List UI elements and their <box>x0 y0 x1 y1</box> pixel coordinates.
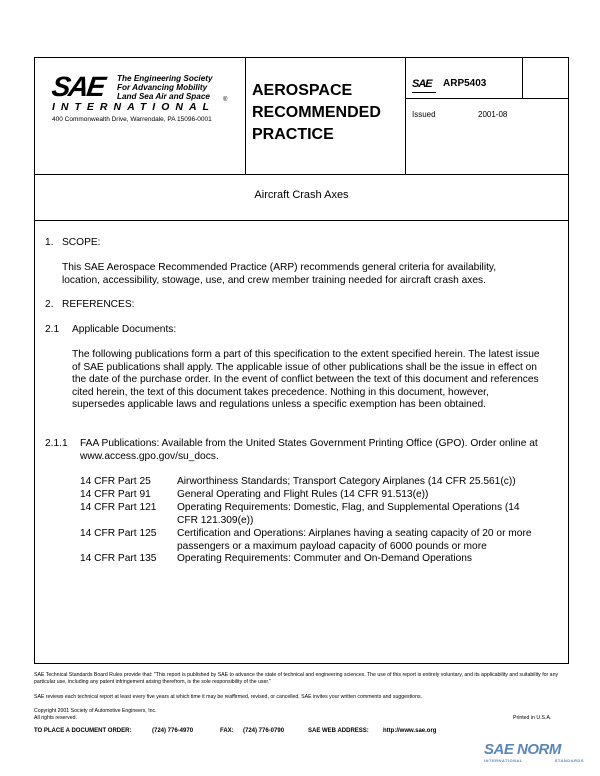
doc-number: ARP5403 <box>443 78 487 89</box>
footer-rights: All rights reserved. <box>34 715 77 721</box>
sae-international: INTERNATIONAL <box>52 101 215 113</box>
web-label: SAE WEB ADDRESS: <box>308 728 369 734</box>
cfr-code: 14 CFR Part 25 <box>80 476 151 487</box>
cfr-desc: Operating Requirements: Commuter and On-Demand Operations <box>177 553 473 564</box>
cfr-desc: Operating Requirements: Domestic, Flag, and Supplemental Operations (14 CFR 121.309(e)) <box>177 502 520 526</box>
section-1-body: This SAE Aerospace Recommended Practice (ARP) recommends general criteria for availability, location, accessibility, stowage, use, and crew member training needed for aircraft crash axes. <box>62 262 497 286</box>
header-divider-3 <box>522 57 523 99</box>
sae-tagline: The Engineering Society For Advancing Mobility Land Sea Air and Space <box>117 74 213 101</box>
sae-logo: SAE <box>49 71 106 102</box>
sae-norm-watermark <box>484 742 584 763</box>
issued-label: Issued <box>412 110 436 119</box>
section-2-1-1-body: FAA Publications: Available from the United States Government Printing Office (GPO). Order online at www.access.gpo.gov/su_docs. <box>80 438 538 462</box>
cfr-desc: Certification and Operations: Airplanes having a seating capacity of 20 or more passengers or a maximum payload capacity of 6000 pounds or more <box>177 528 532 552</box>
page-border-left <box>34 175 35 663</box>
registered-mark: ® <box>223 97 228 103</box>
section-1-title: SCOPE: <box>62 237 101 248</box>
cfr-code: 14 CFR Part 135 <box>80 553 157 564</box>
cfr-code: 14 CFR Part 121 <box>80 502 157 513</box>
cfr-desc: General Operating and Flight Rules (14 CFR 91.513(e)) <box>177 489 429 500</box>
watermark-main: SAE NORM <box>484 741 561 758</box>
header-divider-2 <box>405 57 406 175</box>
page-border-right <box>568 175 569 663</box>
header-divider-1 <box>245 57 246 175</box>
section-2-1-1-number: 2.1.1 <box>45 438 68 449</box>
fax-number: (724) 776-0790 <box>243 728 285 734</box>
section-2-1-title: Applicable Documents: <box>72 324 177 335</box>
page-border-bottom <box>34 663 569 664</box>
footer-copyright: Copyright 2001 Society of Automotive Engineers, Inc. <box>34 708 157 714</box>
section-2-title: REFERENCES: <box>62 299 135 310</box>
title-rule <box>34 220 569 221</box>
footer-rules: SAE Technical Standards Board Rules provide that: "This report is published by SAE to advance the state of technical and engineering sciences. The use of this report is entirely voluntary, and its applicability and suitability for any particular use, including any patent infringement arising therefrom, is the sole responsibility of the user." <box>34 672 559 685</box>
cfr-code: 14 CFR Part 125 <box>80 528 157 539</box>
sae-small-logo: SAE <box>412 78 432 90</box>
document-title: Aircraft Crash Axes <box>254 189 349 201</box>
order-phone: (724) 776-4970 <box>152 728 194 734</box>
sae-address: 400 Commonwealth Drive, Warrendale, PA 15096-0001 <box>52 116 212 123</box>
header-rule <box>405 98 569 99</box>
section-2-1-number: 2.1 <box>45 324 60 335</box>
footer-review: SAE reviews each technical report at least every five years at which time it may be reaffirmed, revised, or cancelled. SAE invites your written comments and suggestions. <box>34 694 422 700</box>
fax-label: FAX: <box>220 728 234 734</box>
web-link[interactable]: http://www.sae.org <box>383 728 437 734</box>
cfr-code: 14 CFR Part 91 <box>80 489 151 500</box>
section-1-number: 1. <box>45 237 54 248</box>
watermark-sub: INTERNATIONAL STANDARDS <box>484 758 584 763</box>
doc-type: AEROSPACE RECOMMENDED PRACTICE <box>252 82 381 143</box>
cfr-desc: Airworthiness Standards; Transport Category Airplanes (14 CFR 25.561(c)) <box>177 476 516 487</box>
section-2-number: 2. <box>45 299 54 310</box>
order-label: TO PLACE A DOCUMENT ORDER: <box>34 728 132 734</box>
section-2-1-body: The following publications form a part of this specification to the extent specified herein. The latest issue of SAE publications shall apply. The applicable issue of other publications shall be the issue in effect on the date of the purchase order. In the event of conflict between the text of this document and references cited herein, the text of this document takes precedence. Nothing in this document, however, supersedes applicable laws and regulations unless a specific exemption has been obtained. <box>72 349 540 410</box>
issued-date: 2001-08 <box>478 110 508 119</box>
footer-printed: Printed in U.S.A. <box>513 715 552 721</box>
small-logo-underline <box>412 92 436 93</box>
